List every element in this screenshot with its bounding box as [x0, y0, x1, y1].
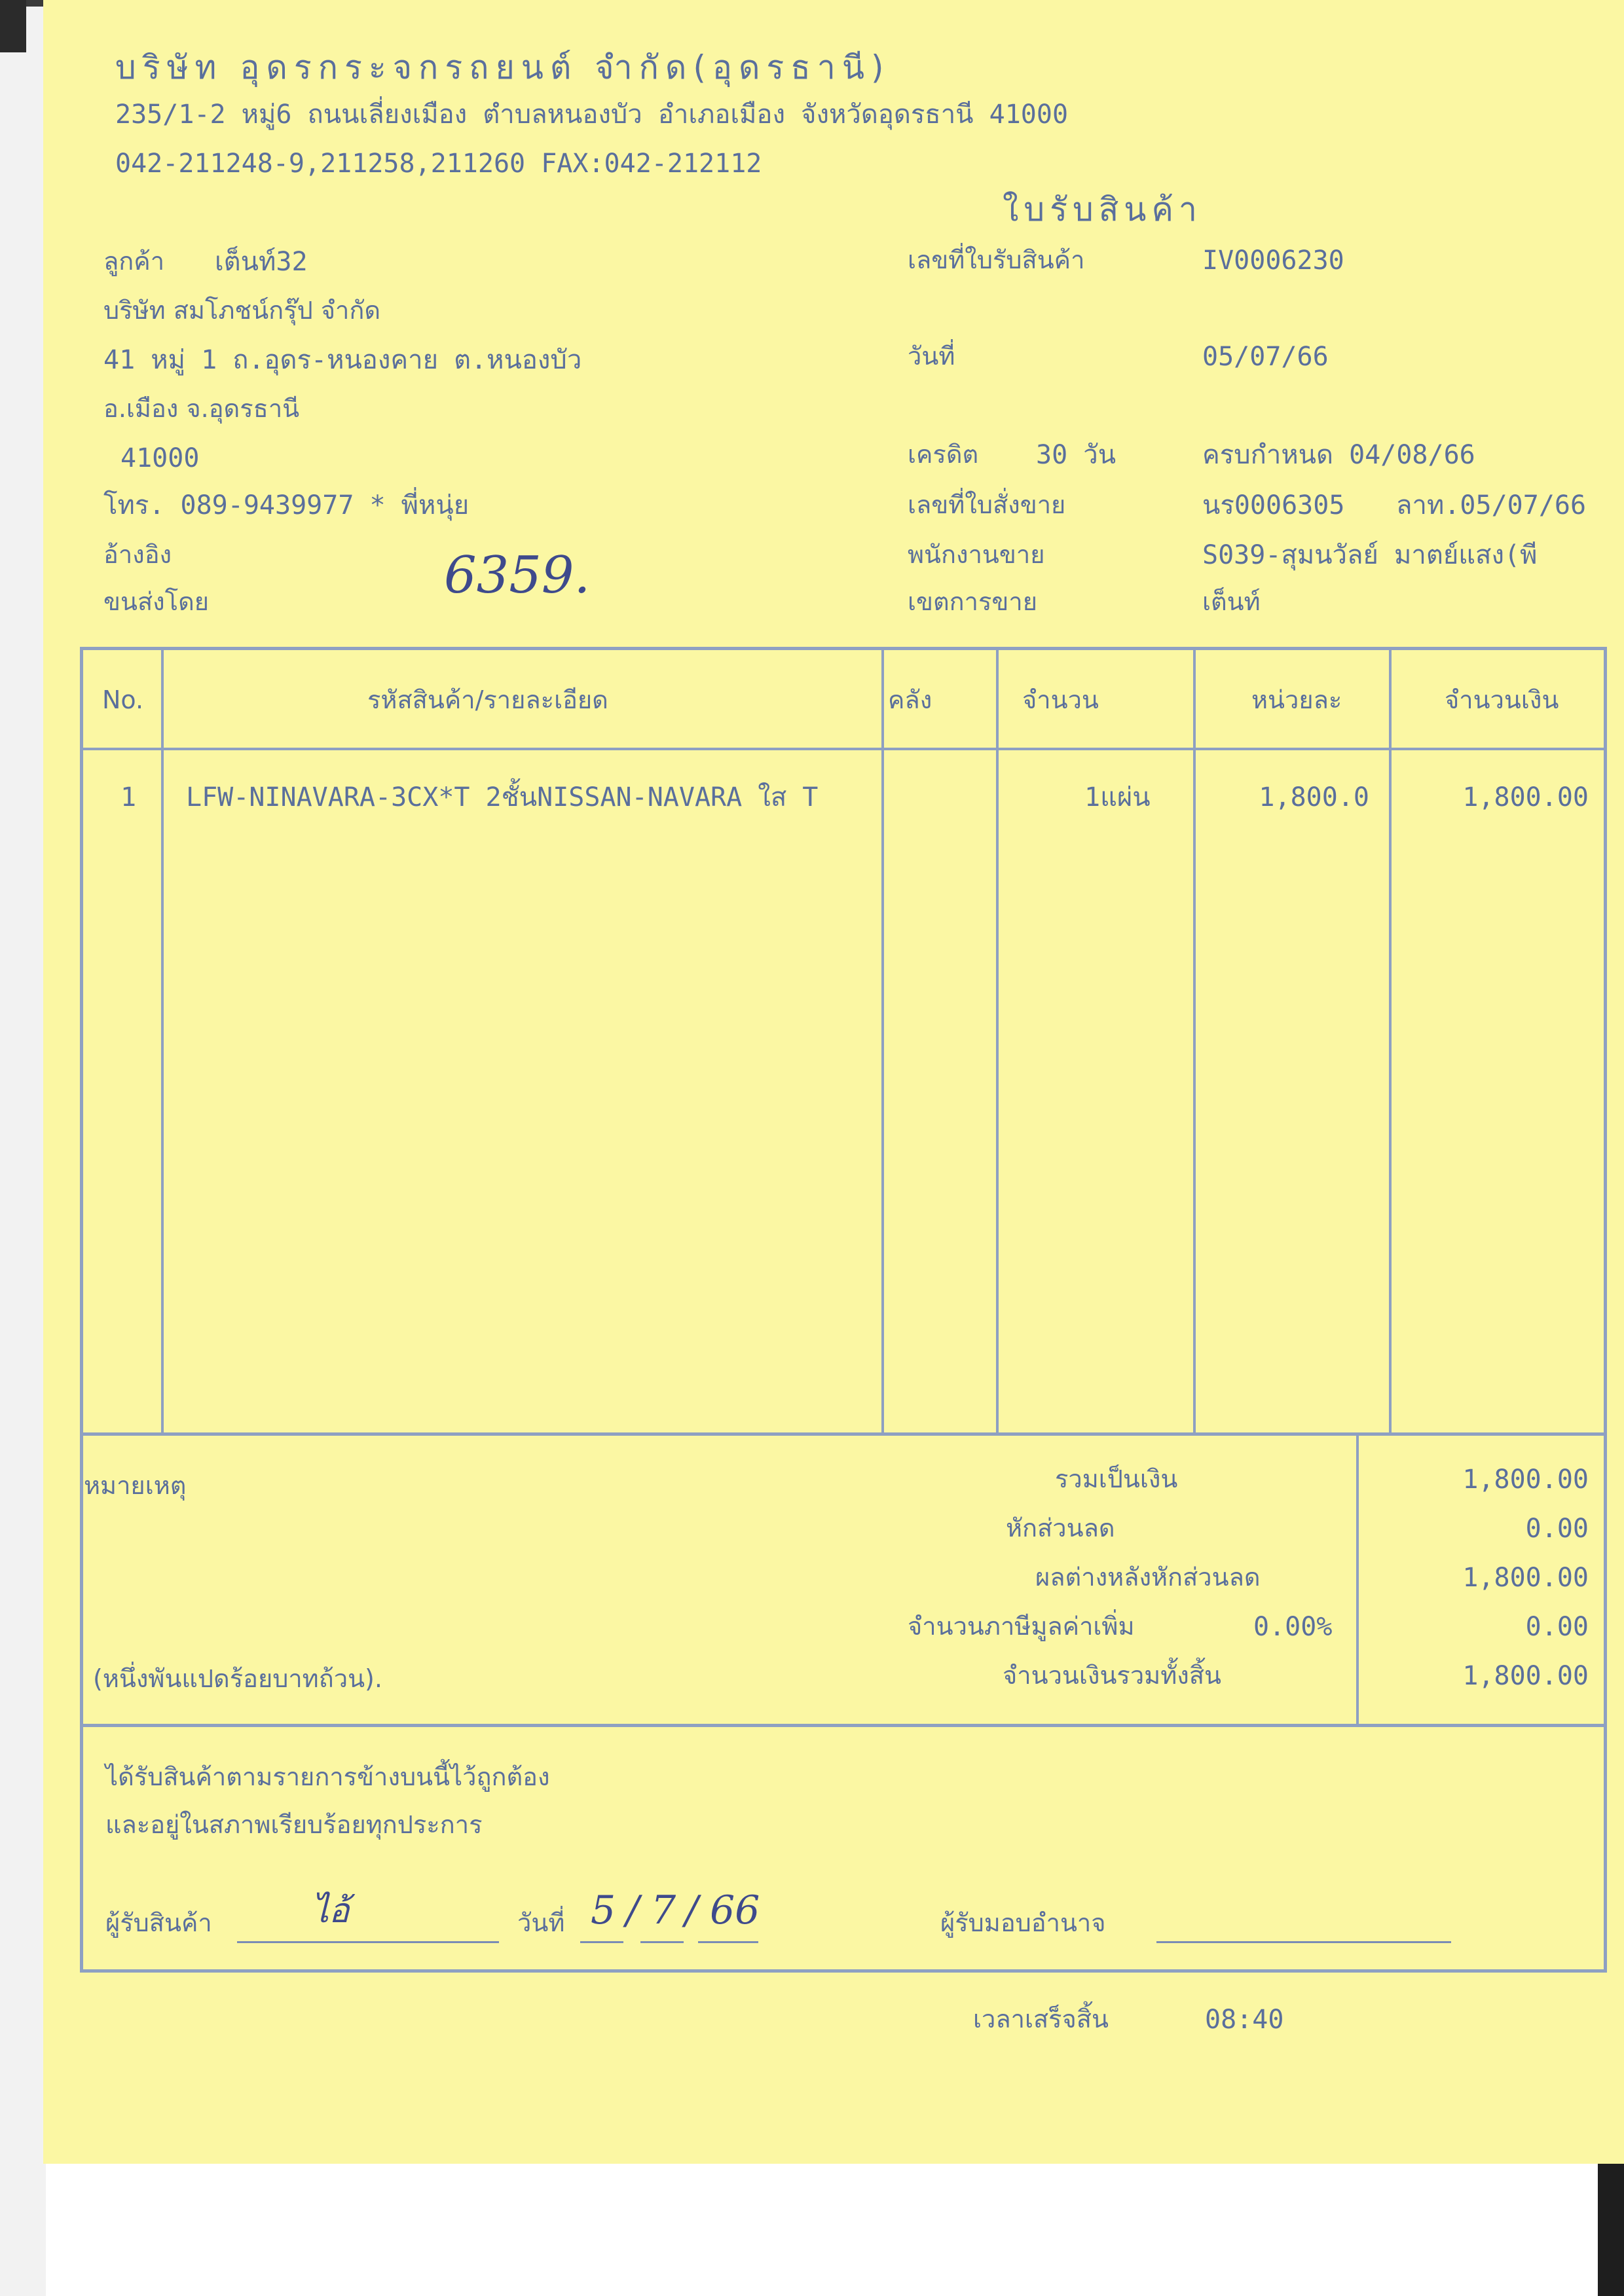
row-qty: 1แผ่น [1084, 782, 1151, 812]
order-no: นร0006305 [1202, 490, 1345, 520]
grand-total-value: 1,800.00 [1462, 1661, 1589, 1691]
after-discount-label: ผลต่างหลังหักส่วนลด [1035, 1563, 1261, 1592]
col-header-amount: จำนวนเงิน [1445, 685, 1559, 714]
date-month-line [640, 1941, 684, 1943]
row-unit-price: 1,800.0 [1259, 782, 1369, 812]
subtotal-label: รวมเป็นเงิน [1055, 1465, 1178, 1493]
table-header-divider [80, 748, 1607, 750]
date-value: 05/07/66 [1202, 342, 1329, 372]
customer-address-line1: 41 หมู่ 1 ถ.อุดร-หนองคาย ต.หนองบัว [103, 345, 582, 375]
customer-label: ลูกค้า [103, 247, 165, 276]
vat-rate: 0.00% [1253, 1612, 1333, 1642]
receiver-signature: ไอ้ [312, 1891, 350, 1931]
shipping-label: ขนส่งโดย [103, 587, 210, 616]
receipt-no: IV0006230 [1202, 246, 1344, 276]
authorized-signature-line [1156, 1941, 1451, 1943]
receiver-label: ผู้รับสินค้า [105, 1908, 212, 1937]
customer-postcode: 41000 [120, 443, 200, 473]
date-separator: / [626, 1887, 640, 1933]
grand-total-label: จำนวนเงินรวมทั้งสิ้น [1003, 1661, 1221, 1690]
salesperson-label: พนักงานขาย [908, 540, 1045, 569]
customer-code: เต็นท์32 [215, 247, 308, 277]
receive-date-month: 7 [651, 1887, 676, 1933]
amount-in-words: (หนึ่งพันแปดร้อยบาทถ้วน). [93, 1664, 382, 1693]
table-col-divider [1193, 647, 1196, 1436]
handwritten-reference: 6359. [444, 546, 591, 605]
table-col-divider [996, 647, 999, 1436]
customer-address-line2: อ.เมือง จ.อุดรธานี [103, 394, 300, 423]
finish-time: 08:40 [1205, 2005, 1284, 2035]
company-name: บริษัท อุดรกระจกรถยนต์ จำกัด(อุดรธานี) [115, 48, 891, 86]
ack-line2: และอยู่ในสภาพเรียบร้อยทุกประการ [105, 1810, 483, 1839]
table-col-divider [161, 647, 164, 1436]
receipt-paper [43, 0, 1624, 2164]
vat-value: 0.00 [1525, 1612, 1589, 1642]
authorized-label: ผู้รับมอบอำนาจ [940, 1908, 1106, 1937]
receive-date-day: 5 [591, 1887, 616, 1933]
col-header-desc: รหัสสินค้า/รายละเอียด [367, 685, 608, 714]
date-day-line [580, 1941, 623, 1943]
table-col-divider [881, 647, 884, 1436]
reference-label: อ้างอิง [103, 540, 172, 569]
after-discount-value: 1,800.00 [1462, 1563, 1589, 1593]
col-header-unit-price: หน่วยละ [1251, 685, 1342, 714]
receiver-signature-line [237, 1941, 499, 1943]
col-header-warehouse: คลัง [888, 685, 932, 714]
remark-label: หมายเหตุ [84, 1471, 187, 1500]
zone-label: เขตการขาย [908, 587, 1037, 616]
items-table [80, 647, 1607, 1436]
scan-edge-left [0, 0, 26, 52]
subtotal-value: 1,800.00 [1462, 1465, 1589, 1495]
order-date: ลาท.05/07/66 [1396, 490, 1587, 520]
due-date: ครบกำหนด 04/08/66 [1202, 440, 1475, 470]
date-year-line [698, 1941, 758, 1943]
receipt-no-label: เลขที่ใบรับสินค้า [908, 246, 1085, 274]
acknowledgement-box [80, 1724, 1607, 1973]
company-phones: 042-211248-9,211258,211260 FAX:042-212112 [115, 149, 762, 179]
salesperson: S039-สุมนวัลย์ มาตย์แสง(พี [1202, 540, 1538, 570]
credit-days: 30 วัน [1036, 440, 1116, 470]
table-col-divider [1389, 647, 1392, 1436]
row-no: 1 [120, 782, 137, 812]
date-label: วันที่ [908, 342, 955, 371]
zone-value: เต็นท์ [1202, 587, 1261, 616]
discount-value: 0.00 [1525, 1514, 1589, 1544]
document-title: ใบรับสินค้า [1003, 191, 1202, 228]
col-header-qty: จำนวน [1022, 685, 1099, 714]
discount-label: หักส่วนลด [1006, 1514, 1115, 1542]
credit-label: เครดิต [908, 440, 979, 469]
ack-line1: ได้รับสินค้าตามรายการข้างบนนี้ไว้ถูกต้อง [105, 1762, 550, 1791]
company-address: 235/1-2 หมู่6 ถนนเลี่ยงเมือง ตำบลหนองบัว อำเภอเมือง จังหวัดอุดรธานี 41000 [115, 100, 1069, 130]
vat-label: จำนวนภาษีมูลค่าเพิ่ม [908, 1612, 1135, 1641]
totals-divider [1356, 1432, 1359, 1727]
receive-date-year: 66 [710, 1887, 760, 1933]
row-amount: 1,800.00 [1462, 782, 1589, 812]
finish-time-label: เวลาเสร็จสิ้น [973, 2005, 1109, 2033]
scan-margin [0, 0, 46, 2296]
customer-phone: โทร. 089-9439977 * พี่หนุ่ย [103, 490, 470, 520]
receive-date-label: วันที่ [517, 1908, 565, 1937]
order-no-label: เลขที่ใบสั่งขาย [908, 490, 1066, 519]
date-separator: / [685, 1887, 699, 1933]
customer-name: บริษัท สมโภชน์กรุ๊ป จำกัด [103, 296, 381, 325]
row-desc: LFW-NINAVARA-3CX*T 2ชั้นNISSAN-NAVARA ใส T [186, 782, 819, 812]
col-header-no: No. [102, 685, 144, 714]
